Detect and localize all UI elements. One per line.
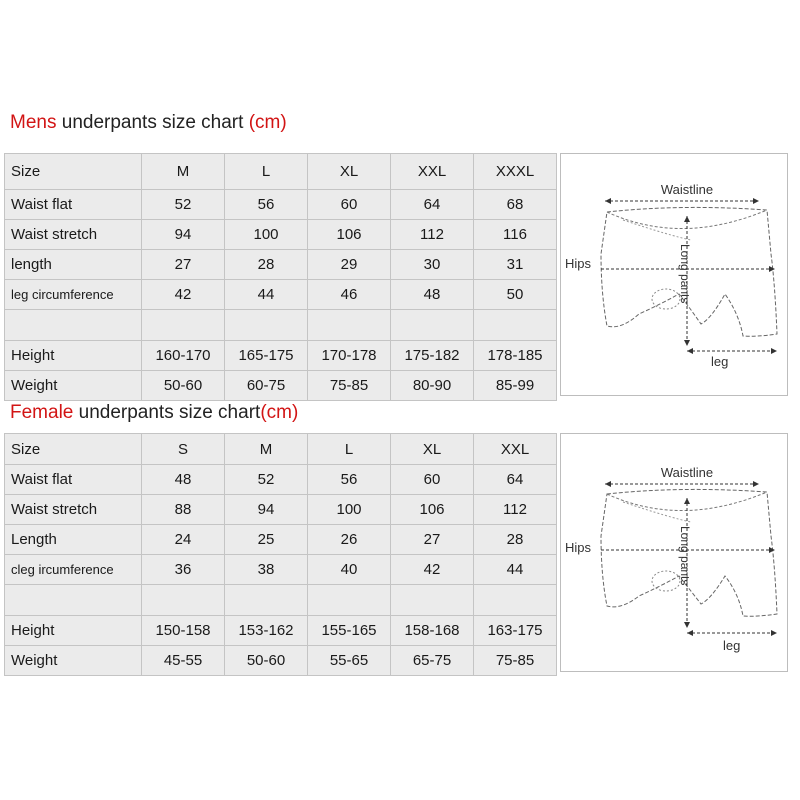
table-cell: 52 bbox=[225, 465, 308, 495]
table-cell: 80-90 bbox=[391, 371, 474, 401]
table-cell: 178-185 bbox=[474, 341, 557, 371]
row-label bbox=[5, 310, 142, 341]
table-cell: 27 bbox=[142, 250, 225, 280]
table-cell: 68 bbox=[474, 190, 557, 220]
row-label: Waist flat bbox=[5, 190, 142, 220]
table-row bbox=[5, 341, 557, 371]
row-label: Length bbox=[5, 525, 142, 555]
men-title-unit: (cm) bbox=[248, 112, 287, 133]
leg-label: leg bbox=[723, 638, 741, 653]
long-pants-label: Long pants bbox=[678, 526, 692, 586]
table-cell: 56 bbox=[308, 465, 391, 495]
size-column-header: XXL bbox=[474, 434, 557, 465]
table-cell: 94 bbox=[225, 495, 308, 525]
table-cell bbox=[391, 585, 474, 616]
table-cell: 50 bbox=[474, 280, 557, 310]
table-cell bbox=[225, 585, 308, 616]
table-cell: 44 bbox=[225, 280, 308, 310]
table-cell: 28 bbox=[474, 525, 557, 555]
table-cell: 55-65 bbox=[308, 646, 391, 676]
table-cell: 100 bbox=[225, 220, 308, 250]
size-header-label: Size bbox=[5, 434, 142, 465]
table-cell: 56 bbox=[225, 190, 308, 220]
table-cell: 30 bbox=[391, 250, 474, 280]
size-column-header: XXXL bbox=[474, 154, 557, 190]
men-section-title bbox=[10, 112, 287, 134]
table-cell: 50-60 bbox=[225, 646, 308, 676]
waistline-label: Waistline bbox=[660, 182, 714, 197]
size-column-header: M bbox=[225, 434, 308, 465]
row-label: Waist stretch bbox=[5, 495, 142, 525]
table-cell: 75-85 bbox=[308, 371, 391, 401]
table-cell bbox=[474, 585, 557, 616]
leg-label: leg bbox=[711, 354, 729, 369]
table-cell: 170-178 bbox=[308, 341, 391, 371]
men-measurement-diagram bbox=[560, 153, 788, 396]
waistline-label: Waistline bbox=[660, 465, 714, 480]
table-cell bbox=[142, 310, 225, 341]
table-cell: 60-75 bbox=[225, 371, 308, 401]
table-spacer-row bbox=[5, 585, 557, 616]
row-label: Height bbox=[5, 616, 142, 646]
table-cell: 46 bbox=[308, 280, 391, 310]
table-row bbox=[5, 646, 557, 676]
long-pants-label: Long pants bbox=[678, 244, 692, 304]
table-cell: 160-170 bbox=[142, 341, 225, 371]
row-label: Height bbox=[5, 341, 142, 371]
table-row bbox=[5, 190, 557, 220]
size-column-header: L bbox=[225, 154, 308, 190]
table-cell: 38 bbox=[225, 555, 308, 585]
table-cell: 165-175 bbox=[225, 341, 308, 371]
table-cell: 116 bbox=[474, 220, 557, 250]
table-cell: 28 bbox=[225, 250, 308, 280]
table-cell: 60 bbox=[308, 190, 391, 220]
table-cell: 50-60 bbox=[142, 371, 225, 401]
table-cell: 42 bbox=[142, 280, 225, 310]
female-title-prefix: Female bbox=[10, 402, 74, 423]
size-column-header: XL bbox=[391, 434, 474, 465]
table-cell: 26 bbox=[308, 525, 391, 555]
table-cell: 94 bbox=[142, 220, 225, 250]
size-column-header: S bbox=[142, 434, 225, 465]
table-row bbox=[5, 371, 557, 401]
table-header-row bbox=[5, 154, 557, 190]
table-cell: 106 bbox=[391, 495, 474, 525]
female-title-unit: (cm) bbox=[260, 402, 299, 423]
size-column-header: M bbox=[142, 154, 225, 190]
table-cell: 150-158 bbox=[142, 616, 225, 646]
table-cell: 44 bbox=[474, 555, 557, 585]
row-label: Weight bbox=[5, 371, 142, 401]
hips-label: Hips bbox=[565, 256, 592, 271]
female-section-title bbox=[10, 402, 298, 424]
table-row bbox=[5, 525, 557, 555]
table-cell: 106 bbox=[308, 220, 391, 250]
table-cell bbox=[142, 585, 225, 616]
table-cell bbox=[308, 585, 391, 616]
row-label bbox=[5, 585, 142, 616]
row-label: Waist flat bbox=[5, 465, 142, 495]
table-cell: 153-162 bbox=[225, 616, 308, 646]
table-header-row bbox=[5, 434, 557, 465]
table-cell: 100 bbox=[308, 495, 391, 525]
table-cell bbox=[308, 310, 391, 341]
table-cell: 163-175 bbox=[474, 616, 557, 646]
row-label: leg circumference bbox=[5, 280, 142, 310]
underpants-illustration bbox=[561, 154, 787, 395]
table-cell: 25 bbox=[225, 525, 308, 555]
table-row bbox=[5, 250, 557, 280]
men-title-main: underpants size chart bbox=[56, 112, 249, 133]
table-cell: 112 bbox=[474, 495, 557, 525]
table-row bbox=[5, 220, 557, 250]
size-column-header: XXL bbox=[391, 154, 474, 190]
men-size-table bbox=[4, 153, 557, 401]
size-header-label: Size bbox=[5, 154, 142, 190]
table-cell: 88 bbox=[142, 495, 225, 525]
table-cell: 48 bbox=[142, 465, 225, 495]
table-cell: 85-99 bbox=[474, 371, 557, 401]
size-column-header: L bbox=[308, 434, 391, 465]
table-cell: 45-55 bbox=[142, 646, 225, 676]
table-cell: 155-165 bbox=[308, 616, 391, 646]
table-cell: 64 bbox=[474, 465, 557, 495]
table-cell bbox=[391, 310, 474, 341]
size-column-header: XL bbox=[308, 154, 391, 190]
table-row bbox=[5, 495, 557, 525]
female-title-main: underpants size chart bbox=[73, 402, 261, 423]
table-cell bbox=[225, 310, 308, 341]
table-cell: 42 bbox=[391, 555, 474, 585]
table-cell: 158-168 bbox=[391, 616, 474, 646]
table-cell: 64 bbox=[391, 190, 474, 220]
table-row bbox=[5, 465, 557, 495]
table-cell: 48 bbox=[391, 280, 474, 310]
hips-label: Hips bbox=[565, 540, 592, 555]
table-cell: 40 bbox=[308, 555, 391, 585]
table-cell: 60 bbox=[391, 465, 474, 495]
table-cell: 112 bbox=[391, 220, 474, 250]
table-cell: 27 bbox=[391, 525, 474, 555]
female-size-table bbox=[4, 433, 557, 676]
table-cell: 31 bbox=[474, 250, 557, 280]
female-measurement-diagram bbox=[560, 433, 788, 672]
table-cell bbox=[474, 310, 557, 341]
table-cell: 29 bbox=[308, 250, 391, 280]
row-label: Waist stretch bbox=[5, 220, 142, 250]
table-cell: 36 bbox=[142, 555, 225, 585]
table-cell: 65-75 bbox=[391, 646, 474, 676]
row-label: cleg ircumference bbox=[5, 555, 142, 585]
table-cell: 52 bbox=[142, 190, 225, 220]
table-cell: 75-85 bbox=[474, 646, 557, 676]
underpants-illustration bbox=[561, 434, 787, 671]
table-row bbox=[5, 555, 557, 585]
table-spacer-row bbox=[5, 310, 557, 341]
table-row bbox=[5, 616, 557, 646]
men-title-prefix: Mens bbox=[10, 112, 57, 133]
row-label: Weight bbox=[5, 646, 142, 676]
table-row bbox=[5, 280, 557, 310]
table-cell: 24 bbox=[142, 525, 225, 555]
row-label: length bbox=[5, 250, 142, 280]
table-cell: 175-182 bbox=[391, 341, 474, 371]
